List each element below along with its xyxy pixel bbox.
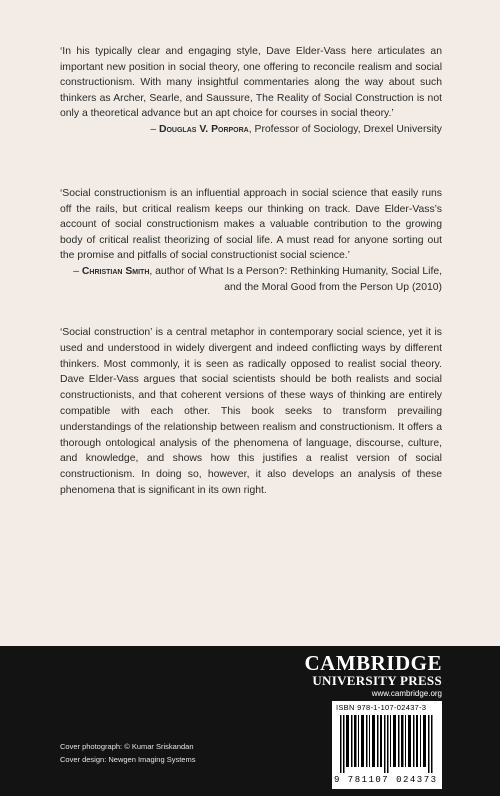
review-attribution: – Christian Smith, author of What Is a Person?: Rethinking Humanity, Social Life, and the Moral Good from the Person Up (2010) [73,265,442,293]
cover-credits [60,740,195,766]
isbn-label: ISBN 978-1-107-02437-3 [336,703,427,712]
reviewer-name: Douglas V. Porpora [158,123,249,135]
review-quote-1 [60,44,442,138]
publisher-subtitle: UNIVERSITY PRESS [312,673,442,688]
review-quote-2 [60,186,442,295]
reviewer-name: Christian Smith [81,265,150,277]
reviewer-affiliation: , Professor of Sociology, Drexel University [248,123,442,135]
isbn-barcode [332,701,442,789]
book-description: ‘Social construction’ is a central metaphor in contemporary social science, yet it is used and understood in widely divergent and indeed conflicting ways by different thinkers. Most commonly, it is seen as radically opposed to realist social theory. Dave Elder-Vass argues that social scientists should be both realists and social constructionists, and that coherent versions of these ways of thinking are entirely compatible with each other. This book seeks to transform prevailing understandings of the relationship between realism and constructionism. It offers a thorough ontological analysis of the phenomena of language, discourse, culture, and knowledge, and shows how this justifies a realist version of social constructionism. In doing so, however, it also develops an analysis of these phenomena that is significant in its own right. [60,327,442,496]
reviewer-affiliation: , author of What Is a Person?: Rethinking Humanity, Social Life, and the Moral Good from the Person Up (2010) [149,265,442,293]
publisher-logo [304,652,442,700]
review-quote-text: ‘Social constructionism is an influential approach in social science that easily runs off the rails, but critical realism keeps our thinking on track. Dave Elder-Vass’s account of social constructionism makes a valuable contribution to the growing body of critical realist theorizing of social life. A must read for anyone sorting out the promise and pitfalls of social constructionist social science.’ [60,188,442,262]
review-attribution: – Douglas V. Porpora, Professor of Sociology, Drexel University [150,123,442,135]
publisher-url: www.cambridge.org [371,689,442,698]
photo-credit: Cover photograph: © Kumar Sriskandan [60,742,194,751]
barcode-icon [340,715,434,773]
design-credit: Cover design: Newgen Imaging Systems [60,755,196,764]
review-quote-text: ‘In his typically clear and engaging style, Dave Elder-Vass here articulates an important new position in social theory, one offering to reconcile realism and social constructionism. With many insightful commentaries along the way about such thinkers as Archer, Searle, and Saussure, The Reality of Social Construction is not only a theoretical advance but an apt choice for courses in social theory.’ [60,46,442,120]
publisher-name: CAMBRIDGE [304,651,442,675]
back-cover-footer [0,646,500,796]
barcode-number: 9 781107 024373 [334,775,438,785]
